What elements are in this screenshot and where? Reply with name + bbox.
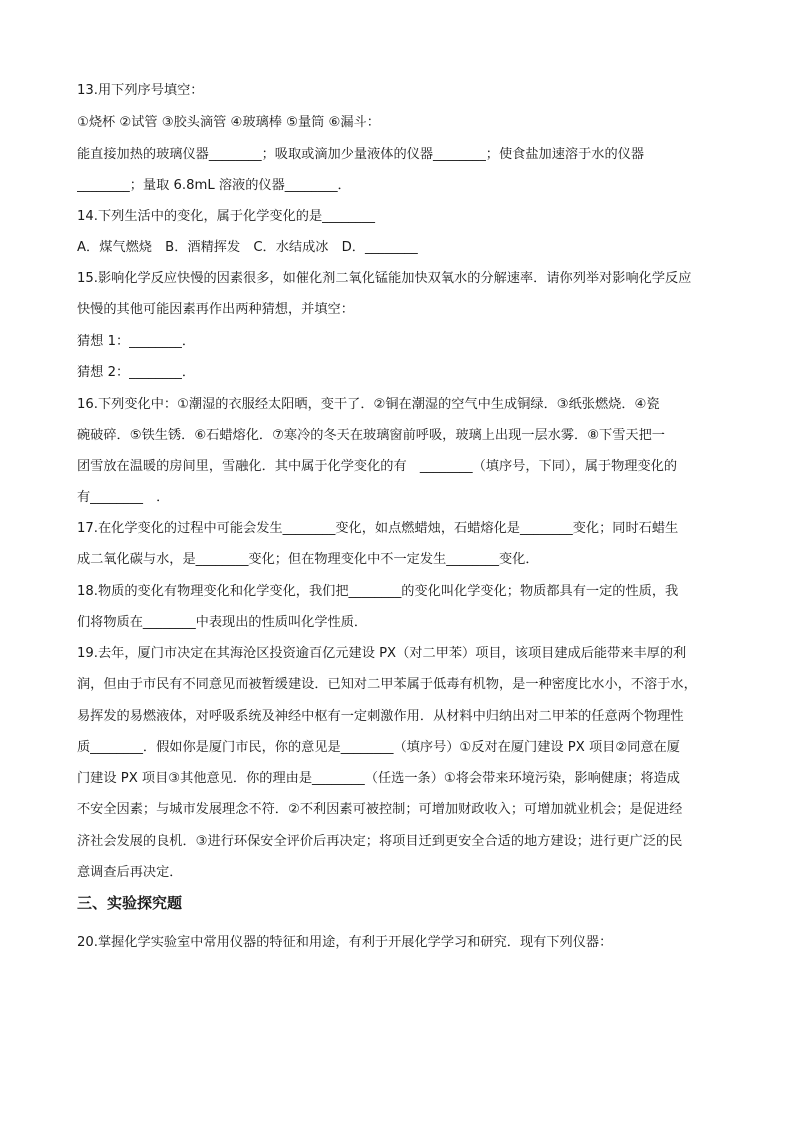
q19-line-7: 济社会发展的良机．③进行环保安全评价后再决定；将项目迁到更安全合适的地方建设；进行更广泛的民 [77, 834, 683, 849]
q15-line-1: 15.影响化学反应快慢的因素很多，如催化剂二氧化锰能加快双氧水的分解速率．请你列举对影响化学反应 [77, 271, 692, 286]
q19-line-8: 意调查后再决定． [77, 865, 183, 880]
q13-line-1: 能直接加热的玻璃仪器________；吸取或滴加少量液体的仪器________；使食盐加速溶于水的仪器 [77, 147, 645, 162]
q19-line-4: 质________．假如你是厦门市民，你的意见是________（填序号）①反对在厦门建设 PX 项目②同意在厦 [77, 740, 680, 755]
q19-line-3: 易挥发的易燃液体，对呼吸系统及神经中枢有一定刺激作用．从材料中归纳出对二甲苯的任意两个物理性 [77, 709, 684, 724]
section-heading: 三、实验探究题 [77, 894, 183, 912]
q14-title: 14.下列生活中的变化，属于化学变化的是________ [77, 209, 375, 224]
q14-options: A．煤气燃烧 B．酒精挥发 C．水结成冰 D．________ [77, 240, 418, 255]
q16-line-4: 有________ ． [77, 490, 170, 505]
q17-line-2: 成二氧化碳与水，是________变化；但在物理变化中不一定发生________变化． [77, 552, 539, 567]
q13-title: 13.用下列序号填空： [77, 83, 204, 98]
q13-options: ①烧杯 ②试管 ③胶头滴管 ④玻璃棒 ⑤量筒 ⑥漏斗： [77, 115, 380, 130]
q16-line-2: 碗破碎．⑤铁生锈．⑥石蜡熔化．⑦寒冷的冬天在玻璃窗前呼吸，玻璃上出现一层水雾．⑧下雪天把一 [77, 428, 665, 443]
q19-line-2: 润，但由于市民有不同意见而被暂缓建设．已知对二甲苯属于低毒有机物，是一种密度比水小，不溶于水， [77, 677, 697, 692]
q20-title: 20.掌握化学实验室中常用仪器的特征和用途，有利于开展化学学习和研究．现有下列仪器： [77, 935, 613, 950]
q16-line-1: 16.下列变化中：①潮湿的衣服经太阳晒，变干了．②铜在潮湿的空气中生成铜绿．③纸张燃烧．④瓷 [77, 397, 660, 412]
q15-line-2: 快慢的其他可能因素再作出两种猜想，并填空： [77, 302, 354, 317]
q19-line-5: 门建设 PX 项目③其他意见．你的理由是________（任选一条）①将会带来环境污染，影响健康；将造成 [77, 771, 680, 786]
q19-line-6: 不安全因素；与城市发展理念不符．②不利因素可被控制；可增加财政收入；可增加就业机会；是促进经 [77, 802, 683, 817]
q17-line-1: 17.在化学变化的过程中可能会发生________变化，如点燃蜡烛，石蜡熔化是________变化；同时石蜡生 [77, 521, 679, 536]
q13-line-2: ________；量取 6.8mL 溶液的仪器________． [77, 178, 351, 193]
q15-guess-2: 猜想 2：________． [77, 365, 196, 380]
q16-line-3: 团雪放在温暖的房间里，雪融化．其中属于化学变化的有 ________（填序号，下同），属于物理变化的 [77, 459, 678, 474]
q18-line-2: 们将物质在________中表现出的性质叫化学性质． [77, 615, 368, 630]
q19-line-1: 19.去年，厦门市决定在其海沧区投资逾百亿元建设 PX（对二甲苯）项目，该项目建成后能带来丰厚的利 [77, 646, 687, 661]
q18-line-1: 18.物质的变化有物理变化和化学变化，我们把________的变化叫化学变化；物质都具有一定的性质，我 [77, 584, 679, 599]
q15-guess-1: 猜想 1：________． [77, 334, 196, 349]
